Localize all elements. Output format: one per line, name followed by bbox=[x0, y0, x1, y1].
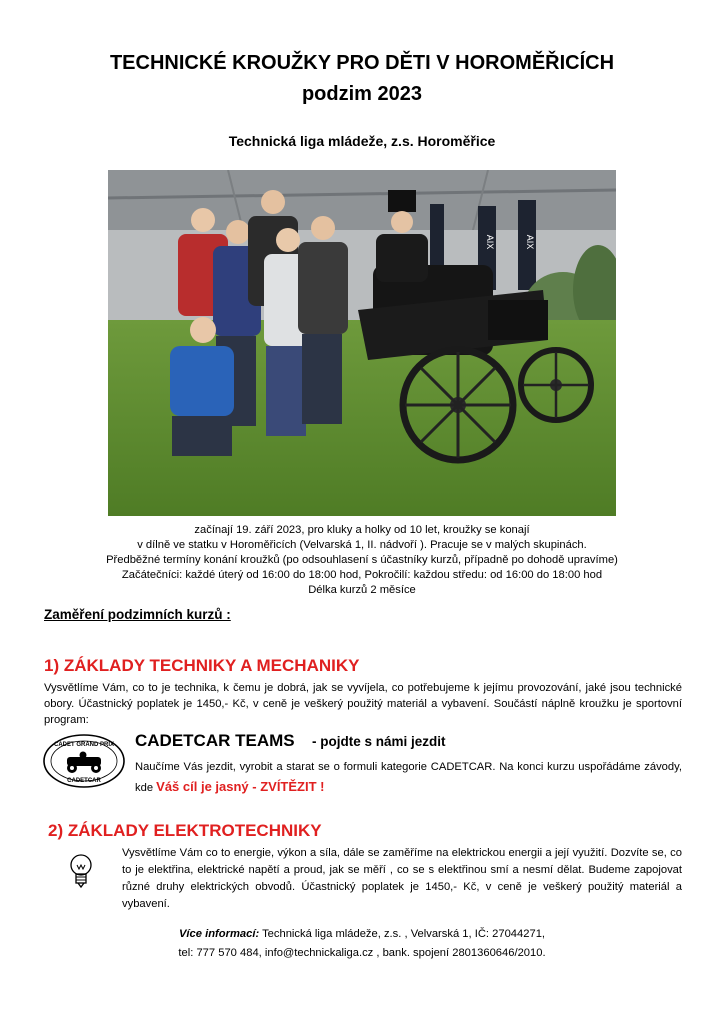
focus-heading: Zaměření podzimních kurzů : bbox=[44, 607, 231, 622]
cadetcar-title: CADETCAR TEAMS bbox=[135, 731, 295, 750]
lightbulb-icon bbox=[66, 851, 96, 891]
photo-illustration bbox=[108, 170, 616, 516]
group-photo bbox=[108, 170, 616, 516]
course2-heading: 2) ZÁKLADY ELEKTROTECHNIKY bbox=[48, 821, 322, 840]
course1-heading: 1) ZÁKLADY TECHNIKY A MECHANIKY bbox=[44, 656, 360, 675]
course1-description: Vysvětlíme Vám, co to je technika, k čemu je dobrá, jak se vyvíjela, co potřebujeme k jejímu provozování, jaké jsou technické obory. Účastnický poplatek je 1450,- Kč, v ceně je veškerý použitý materiál a vybavení. Součástí náplně kroužku je sportovní program: bbox=[44, 682, 682, 726]
contact-label: Více informací: bbox=[178, 928, 260, 940]
contact-address: Technická liga mládeže, z.s. , Velvarská 1, IČ: 27044271, bbox=[259, 928, 546, 940]
course-info bbox=[60, 523, 664, 598]
logo-text-top: CADET GRAND PRIX bbox=[53, 742, 115, 748]
page-title-line1: TECHNICKÉ KROUŽKY PRO DĚTI V HOROMĚŘICÍCH bbox=[109, 52, 615, 74]
cadetcar-logo bbox=[42, 733, 126, 789]
info-line: začínají 19. září 2023, pro kluky a holky od 10 let, kroužky se konají bbox=[194, 524, 530, 536]
cadetcar-goal: Váš cíl je jasný - ZVÍTĚZIT ! bbox=[156, 779, 325, 794]
page-title-line2: podzim 2023 bbox=[301, 83, 423, 105]
info-line: Začátečníci: každé úterý od 16:00 do 18:00 hod, Pokročilí: každou středu: od 16:00 do 18:00 hod bbox=[121, 569, 603, 581]
course2-description: Vysvětlíme Vám co to energie, výkon a síla, dále se zaměříme na elektrickou energii a její využití. Dozvíte se, co to je elektřina, elektrické napětí a proud, jak se měří , co se s elektřinou smí a nesmí dělat. Budeme zapojovat různé druhy elektrických obvodů. Účastnický poplatek je 1450,- Kč, v ceně je veškerý použitý materiál a vybavení. bbox=[122, 847, 682, 910]
contact-line2: tel: 777 570 484, info@technickaliga.cz , bank. spojení 2801360646/2010. bbox=[178, 947, 546, 959]
info-line: Předběžné termíny konání kroužků (po odsouhlasení s účastníky kurzů, případně po dohodě upravíme) bbox=[106, 554, 618, 566]
organizer-subtitle: Technická liga mládeže, z.s. Horoměřice bbox=[228, 133, 496, 149]
info-line: Délka kurzů 2 měsíce bbox=[308, 584, 416, 596]
cadetcar-text bbox=[135, 757, 682, 798]
contact-line1 bbox=[0, 925, 724, 944]
info-line: v dílně ve statku v Horoměřicích (Velvarská 1, II. nádvoří ). Pracuje se v malých skupinách. bbox=[137, 539, 587, 551]
booth-banner-text-2: AIX bbox=[525, 234, 535, 250]
contact-block bbox=[0, 925, 724, 963]
cadetcar-description: Naučíme Vás jezdit, vyrobit a starat se o formuli kategorie CADETCAR. Na konci kurzu uspořádáme závody, kde bbox=[135, 761, 682, 794]
cadetcar-slogan: - pojdte s námi jezdit bbox=[312, 734, 446, 749]
booth-banner-text-1: AIX bbox=[485, 234, 495, 250]
logo-text-bottom: CADETCAR bbox=[67, 778, 101, 784]
